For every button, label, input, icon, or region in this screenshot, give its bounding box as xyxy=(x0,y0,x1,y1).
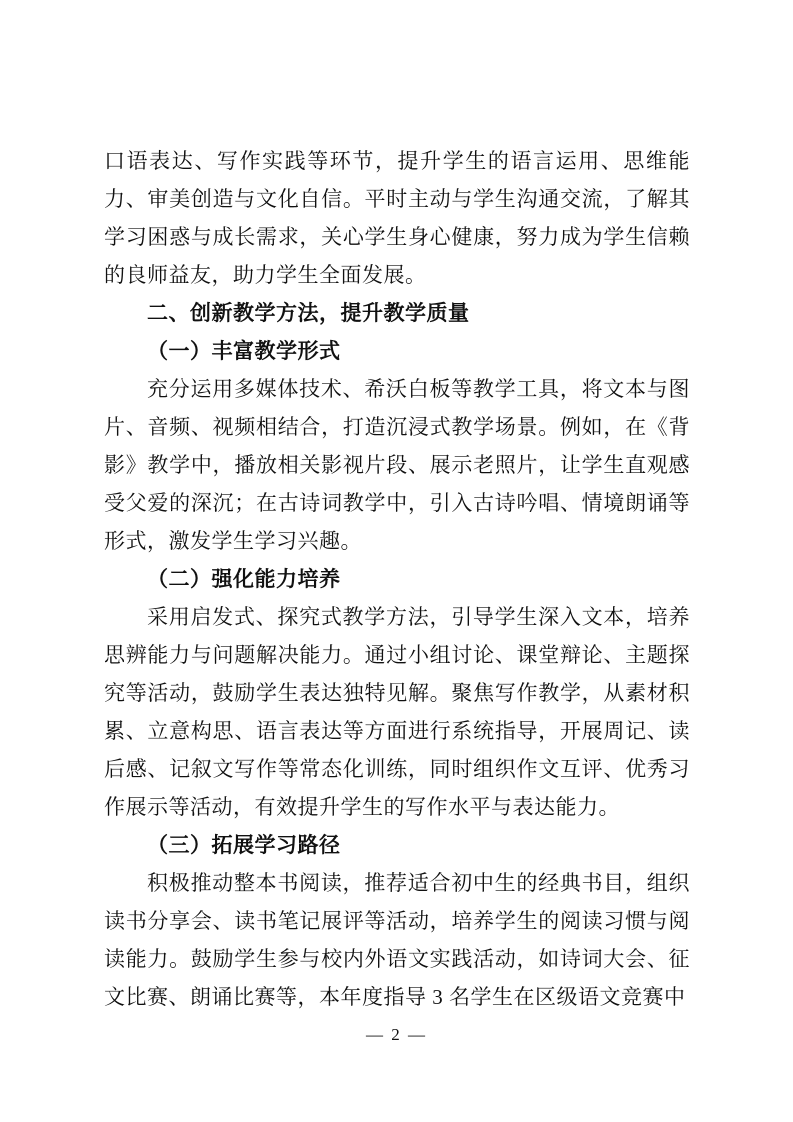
subsection-heading-2: （二）强化能力培养 xyxy=(147,567,341,591)
page-footer xyxy=(0,1022,793,1048)
paragraph: 积极推动整本书阅读，推荐适合初中生的经典书目，组织读书分享会、读书笔记展评等活动，培养学生的阅读习惯与阅读能力。鼓励学生参与校内外语文实践活动，如诗词大会、征文比赛、朗诵比赛等，本年度指导 3 名学生在区级语文竞赛中 xyxy=(104,871,690,1009)
page-number: — 2 — xyxy=(366,1025,427,1044)
paragraph: 充分运用多媒体技术、希沃白板等教学工具，将文本与图片、音频、视频相结合，打造沉浸式教学场景。例如，在《背影》教学中，播放相关影视片段、展示老照片，让学生直观感受父爱的深沉；在古诗词教学中，引入古诗吟唱、情境朗诵等形式，激发学生学习兴趣。 xyxy=(104,377,690,553)
paragraph-continued: 口语表达、写作实践等环节，提升学生的语言运用、思维能力、审美创造与文化自信。平时主动与学生沟通交流，了解其学习困惑与成长需求，关心学生身心健康，努力成为学生信赖的良师益友，助力学生全面发展。 xyxy=(104,149,690,287)
document-body xyxy=(104,142,690,1016)
section-heading: 二、创新教学方法，提升教学质量 xyxy=(147,301,470,325)
subsection-heading-1: （一）丰富教学形式 xyxy=(147,339,341,363)
subsection-heading-3: （三）拓展学习路径 xyxy=(147,833,341,857)
paragraph: 采用启发式、探究式教学方法，引导学生深入文本，培养思辨能力与问题解决能力。通过小组讨论、课堂辩论、主题探究等活动，鼓励学生表达独特见解。聚焦写作教学，从素材积累、立意构思、语言表达等方面进行系统指导，开展周记、读后感、记叙文写作等常态化训练，同时组织作文互评、优秀习作展示等活动，有效提升学生的写作水平与表达能力。 xyxy=(104,605,690,819)
